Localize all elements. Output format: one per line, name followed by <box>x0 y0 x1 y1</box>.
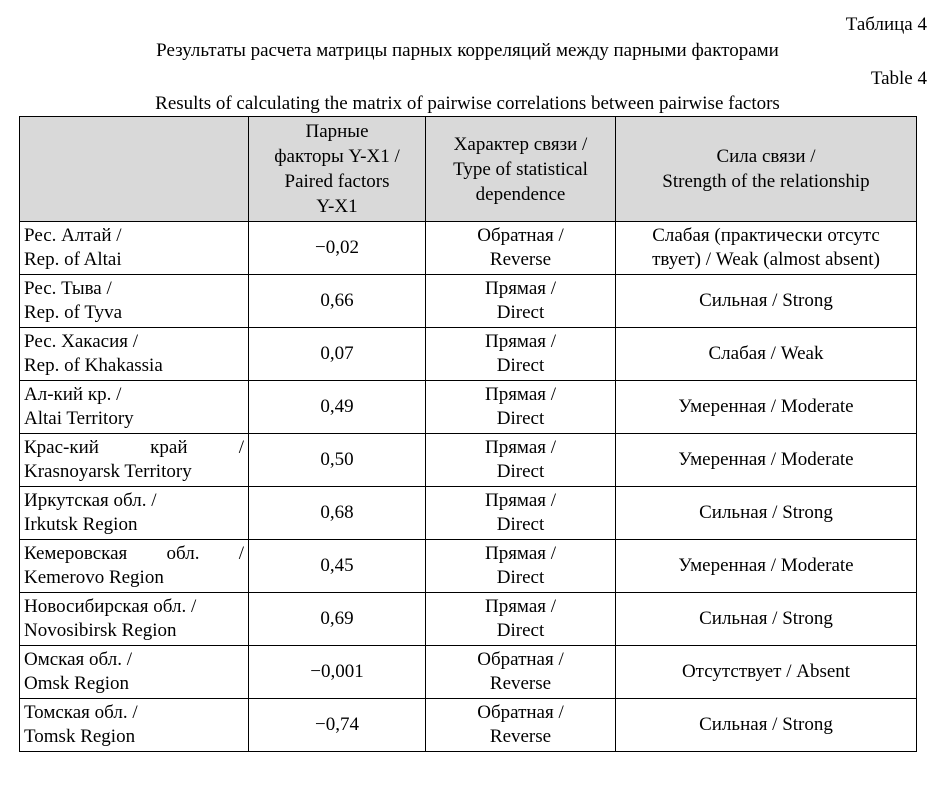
relationship-strength-cell <box>616 434 917 487</box>
table-row <box>20 381 917 434</box>
region-name-line: Novosibirsk Region <box>24 620 177 641</box>
dependence-type-line: Reverse <box>489 673 552 694</box>
table-row <box>20 593 917 646</box>
correlation-value-cell: 0,45 <box>249 540 426 593</box>
region-name-line: Tomsk Region <box>24 726 136 747</box>
header-type <box>426 117 616 222</box>
header-region <box>20 117 249 222</box>
dependence-type-line: Direct <box>496 408 545 429</box>
dependence-type-cell <box>426 593 616 646</box>
dependence-type-line: Direct <box>496 514 545 535</box>
dependence-type-line: Обратная / <box>477 225 564 246</box>
region-cell <box>20 381 249 434</box>
table-label-en: Table 4 <box>870 68 927 89</box>
table-title-ru: Результаты расчета матрицы парных корреляций между парными факторами <box>156 40 779 61</box>
header-type-line: dependence <box>475 183 566 205</box>
relationship-strength-cell <box>616 699 917 752</box>
relationship-strength-line: Умеренная / Moderate <box>678 449 854 470</box>
region-cell <box>20 646 249 699</box>
relationship-strength-line: Сильная / Strong <box>699 608 833 629</box>
correlation-value-cell: 0,69 <box>249 593 426 646</box>
region-cell <box>20 434 249 487</box>
dependence-type-line: Обратная / <box>477 702 564 723</box>
header-paired-factors-line: Paired factors <box>284 171 390 192</box>
relationship-strength-line: твует) / Weak (almost absent) <box>652 249 880 270</box>
table-row <box>20 540 917 593</box>
header-paired-factors-line: Y-X1 <box>316 196 358 217</box>
region-name-line: Altai Territory <box>24 408 134 429</box>
relationship-strength-cell <box>616 646 917 699</box>
relationship-strength-line: Умеренная / Moderate <box>678 555 854 576</box>
header-type-line: Характер связи / <box>453 133 588 155</box>
relationship-strength-cell <box>616 328 917 381</box>
dependence-type-line: Прямая / <box>484 278 557 299</box>
dependence-type-cell <box>426 275 616 328</box>
correlation-value-cell: 0,49 <box>249 381 426 434</box>
dependence-type-cell <box>426 381 616 434</box>
table-title-en: Results of calculating the matrix of pairwise correlations between pairwise factors <box>155 93 780 114</box>
dependence-type-line: Direct <box>496 355 545 376</box>
dependence-type-cell <box>426 328 616 381</box>
region-cell <box>20 487 249 540</box>
region-cell <box>20 699 249 752</box>
region-name-line: Rep. of Altai <box>24 249 122 270</box>
region-name-line: Иркутская обл. / <box>24 490 157 511</box>
region-name-line: Крас-кий край / <box>24 437 244 458</box>
dependence-type-line: Direct <box>496 302 545 323</box>
region-cell <box>20 540 249 593</box>
relationship-strength-cell <box>616 593 917 646</box>
region-name-line: Томская обл. / <box>24 702 138 723</box>
region-name-line: Omsk Region <box>24 673 130 694</box>
dependence-type-line: Прямая / <box>484 490 557 511</box>
correlation-value-cell: −0,74 <box>249 699 426 752</box>
correlation-table <box>19 116 917 752</box>
region-name-line: Новосибирская обл. / <box>24 596 197 617</box>
dependence-type-line: Reverse <box>489 249 552 270</box>
header-strength <box>616 117 917 222</box>
region-cell <box>20 328 249 381</box>
relationship-strength-line: Отсутствует / Absent <box>681 661 851 682</box>
dependence-type-line: Прямая / <box>484 331 557 352</box>
correlation-value-cell: −0,001 <box>249 646 426 699</box>
region-name-line: Rep. of Tyva <box>24 302 123 323</box>
dependence-type-cell <box>426 646 616 699</box>
relationship-strength-cell <box>616 222 917 275</box>
dependence-type-line: Прямая / <box>484 596 557 617</box>
dependence-type-cell <box>426 540 616 593</box>
region-name-line: Krasnoyarsk Territory <box>24 461 192 482</box>
region-name-line: Rep. of Khakassia <box>24 355 163 376</box>
header-type-line: Type of statistical <box>453 158 588 180</box>
correlation-value-cell: 0,68 <box>249 487 426 540</box>
table-header-row <box>20 117 917 222</box>
dependence-type-cell <box>426 434 616 487</box>
region-name-line: Kemerovo Region <box>24 567 164 588</box>
correlation-value-cell: 0,50 <box>249 434 426 487</box>
region-name-line: Рес. Алтай / <box>24 225 122 246</box>
correlation-value-cell: −0,02 <box>249 222 426 275</box>
relationship-strength-line: Сильная / Strong <box>699 714 833 735</box>
dependence-type-cell <box>426 487 616 540</box>
relationship-strength-cell <box>616 381 917 434</box>
table-row <box>20 328 917 381</box>
table-row <box>20 487 917 540</box>
relationship-strength-line: Слабая / Weak <box>708 343 824 364</box>
region-name-line: Irkutsk Region <box>24 514 138 535</box>
dependence-type-line: Прямая / <box>484 384 557 405</box>
header-strength-line: Сила связи / <box>716 146 816 167</box>
correlation-value-cell: 0,07 <box>249 328 426 381</box>
dependence-type-line: Обратная / <box>477 649 564 670</box>
relationship-strength-cell <box>616 487 917 540</box>
dependence-type-cell <box>426 699 616 752</box>
relationship-strength-cell <box>616 540 917 593</box>
region-name-line: Кемеровская обл. / <box>24 543 244 564</box>
dependence-type-line: Reverse <box>489 726 552 747</box>
table-body <box>20 222 917 752</box>
table-row <box>20 222 917 275</box>
dependence-type-cell <box>426 222 616 275</box>
relationship-strength-cell <box>616 275 917 328</box>
dependence-type-line: Прямая / <box>484 437 557 458</box>
region-name-line: Рес. Хакасия / <box>24 331 139 352</box>
dependence-type-line: Direct <box>496 620 545 641</box>
relationship-strength-line: Умеренная / Moderate <box>678 396 854 417</box>
correlation-value-cell: 0,66 <box>249 275 426 328</box>
header-paired-factors <box>249 117 426 222</box>
dependence-type-line: Direct <box>496 567 545 588</box>
table-row <box>20 275 917 328</box>
table-row <box>20 699 917 752</box>
relationship-strength-line: Сильная / Strong <box>699 502 833 523</box>
table-label-ru: Таблица 4 <box>845 14 927 35</box>
dependence-type-line: Direct <box>496 461 545 482</box>
header-paired-factors-line: Парные <box>305 121 369 142</box>
relationship-strength-line: Слабая (практически отсутс <box>652 225 880 246</box>
header-strength-line: Strength of the relationship <box>662 171 870 192</box>
region-name-line: Омская обл. / <box>24 649 132 670</box>
dependence-type-line: Прямая / <box>484 543 557 564</box>
region-cell <box>20 593 249 646</box>
region-cell <box>20 222 249 275</box>
table-row <box>20 646 917 699</box>
table-row <box>20 434 917 487</box>
region-cell <box>20 275 249 328</box>
header-paired-factors-line: факторы Y-X1 / <box>274 146 400 167</box>
relationship-strength-line: Сильная / Strong <box>699 290 833 311</box>
region-name-line: Рес. Тыва / <box>24 278 112 299</box>
region-name-line: Ал-кий кр. / <box>24 384 122 405</box>
